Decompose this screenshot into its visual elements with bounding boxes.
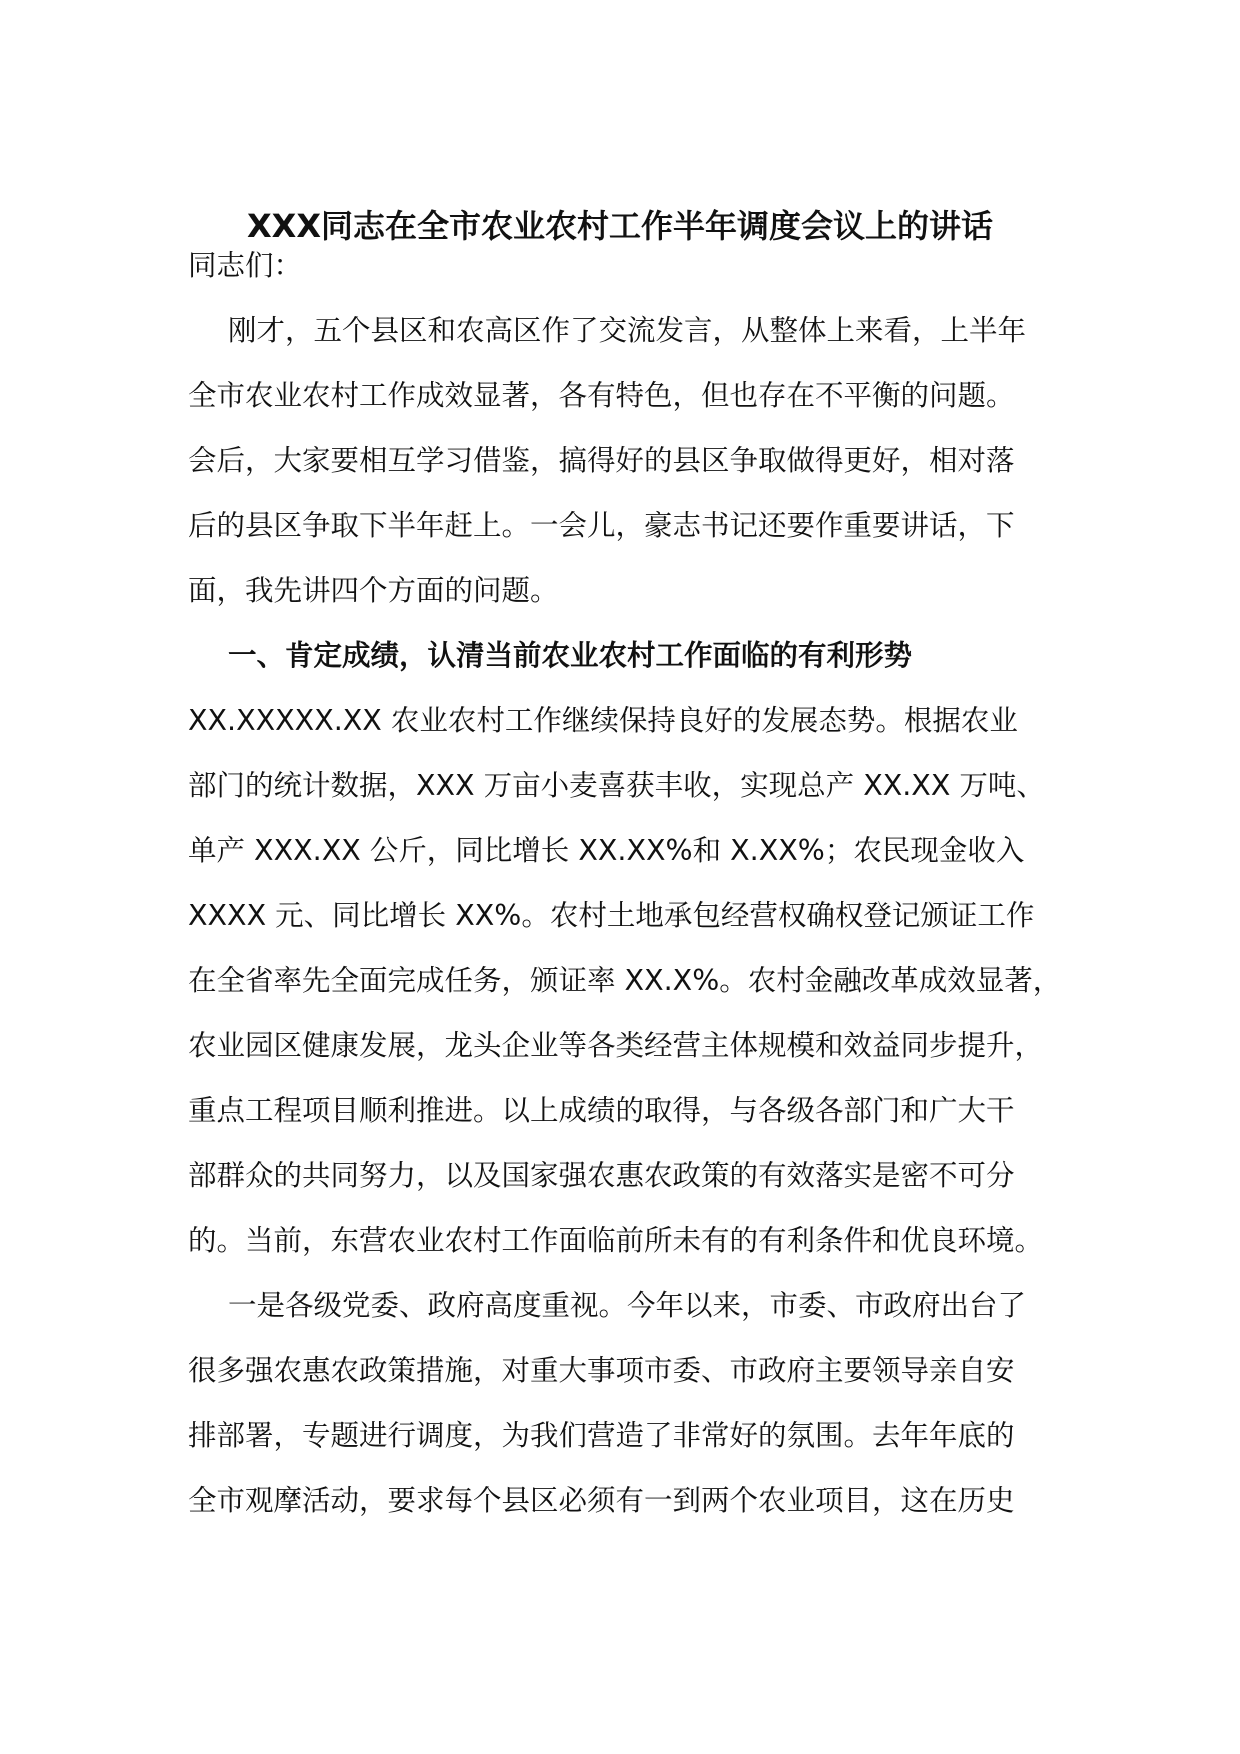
document-title: XXX同志在全市农业农村工作半年调度会议上的讲话	[246, 207, 994, 245]
text-line: 全市观摩活动，要求每个县区必须有一到两个农业项目，这在历史	[188, 1484, 1015, 1517]
text-line: 全市农业农村工作成效显著，各有特色，但也存在不平衡的问题。	[188, 379, 1015, 412]
text-line: 一是各级党委、政府高度重视。今年以来，市委、市政府出台了	[228, 1289, 1027, 1322]
text-line: 刚才，五个县区和农高区作了交流发言，从整体上来看，上半年	[228, 314, 1027, 347]
salutation: 同志们：	[188, 249, 303, 282]
text-line: 很多强农惠农政策措施，对重大事项市委、市政府主要领导亲自安	[188, 1354, 1015, 1387]
text-line: XXXX 元、同比增长 XX%。农村土地承包经营权确权登记颁证工作	[188, 899, 1035, 932]
text-line: 单产 XXX.XX 公斤，同比增长 XX.XX%和 X.XX%；农民现金收入	[188, 834, 1025, 867]
text-line: 在全省率先全面完成任务，颁证率 XX.X%。农村金融改革成效显著，	[188, 964, 1062, 997]
section-heading	[188, 623, 1098, 688]
text-line: 会后，大家要相互学习借鉴，搞得好的县区争取做得更好，相对落	[188, 444, 1015, 477]
text-line: 面，我先讲四个方面的问题。	[188, 574, 559, 607]
text-line: 农业园区健康发展，龙头企业等各类经营主体规模和效益同步提升，	[188, 1029, 1044, 1062]
text-line: 排部署，专题进行调度，为我们营造了非常好的氛围。去年年底的	[188, 1419, 1015, 1452]
text-line: 重点工程项目顺利推进。以上成绩的取得，与各级各部门和广大干	[188, 1094, 1015, 1127]
paragraph	[188, 1273, 1098, 1533]
text-line: 部群众的共同努力，以及国家强农惠农政策的有效落实是密不可分	[188, 1159, 1015, 1192]
paragraph-list	[188, 298, 1098, 1533]
document-body	[188, 233, 1098, 1533]
text-line: XX.XXXXX.XX 农业农村工作继续保持良好的发展态势。根据农业	[188, 704, 1018, 737]
text-line: 的。当前，东营农业农村工作面临前所未有的有利条件和优良环境。	[188, 1224, 1044, 1257]
text-line: 后的县区争取下半年赶上。一会儿，豪志书记还要作重要讲话，下	[188, 509, 1015, 542]
paragraph	[188, 298, 1098, 623]
text-line: 一、肯定成绩，认清当前农业农村工作面临的有利形势	[228, 639, 913, 672]
paragraph	[188, 688, 1098, 1273]
text-line: 部门的统计数据，XXX 万亩小麦喜获丰收，实现总产 XX.XX 万吨、	[188, 769, 1045, 802]
